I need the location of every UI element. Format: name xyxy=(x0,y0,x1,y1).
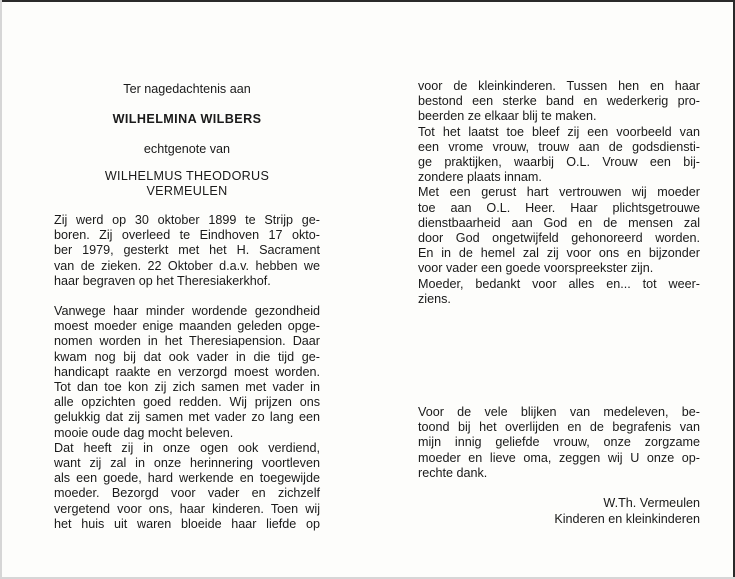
spouse-name-line: WILHELMUS THEODORUS xyxy=(104,169,270,183)
text-line: moeder. Bezorgd voor vader en zichzelf xyxy=(54,486,320,501)
text-line: Tot het laatst toe bleef zij een voorbeeld van xyxy=(418,124,700,139)
text-line: boren. Zij overleed te Eindhoven 17 okto- xyxy=(54,228,320,243)
text-line: voor vader een goede voorspreekster zijn. xyxy=(418,261,654,276)
text-line: want zij zal in onze herinnering voortleven xyxy=(54,456,320,471)
text-line: beerden ze elkaar blij te maken. xyxy=(418,109,597,124)
spouse-name-line: VERMEULEN xyxy=(146,184,228,198)
text-line: Tot dan toe kon zij zich samen met vader in xyxy=(54,380,320,395)
health-paragraph xyxy=(54,304,320,532)
text-line: moest moeder enige maanden geleden opge- xyxy=(54,319,320,334)
signature-block xyxy=(418,496,700,527)
card-edge-top xyxy=(0,0,735,2)
text-line: Zij werd op 30 oktober 1899 te Strijp ge- xyxy=(54,213,320,227)
text-line: handicapt raakte en verzorgd moest worden. xyxy=(54,364,320,379)
text-line: moeder en lieve oma, zeggen wij U onze op- xyxy=(418,450,700,465)
text-line: bestond een sterke band en wederkerig pro- xyxy=(418,94,700,109)
text-line: Moeder, bedankt voor alles en... tot weer- xyxy=(418,276,700,291)
text-line: En in de hemel zal zij voor ons en bijzonder xyxy=(418,246,700,261)
text-line: ge praktijken, waarbij O.L. Vrouw een bij- xyxy=(418,155,700,170)
text-line: mijn innig geliefde vrouw, onze zorgzame xyxy=(418,435,700,450)
spouse-name xyxy=(54,169,320,199)
signature-name: W.Th. Vermeulen xyxy=(603,496,700,510)
text-line: Vanwege haar minder wordende gezondheid xyxy=(54,304,320,318)
remembrance-paragraph xyxy=(418,79,700,307)
text-line: alle opzichten goed redden. Wij prijzen ons xyxy=(54,395,320,410)
text-line: een vrome vrouw, trouw aan de godsdiensti- xyxy=(418,139,700,154)
text-line: voor de kleinkinderen. Tussen hen en haar xyxy=(418,79,700,93)
signature-family: Kinderen en kleinkinderen xyxy=(554,511,700,526)
text-line: mooie oude dag mocht beleven. xyxy=(54,425,234,440)
text-line: gelukkig dat zij samen met vader zo lang een xyxy=(54,410,320,425)
text-line: nomen worden in het Theresiapension. Daar xyxy=(54,334,320,349)
text-line: kwam nog bij dat ook vader in die tijd ge- xyxy=(54,349,320,364)
text-line: vergetend voor ons, haar kinderen. Toen wij xyxy=(54,501,320,516)
text-line: toe aan O.L. Heer. Haar plichtsgetrouwe xyxy=(418,200,700,215)
text-line: Dat heeft zij in onze ogen ook verdiend, xyxy=(54,440,320,455)
relation-text: echtgenote van xyxy=(143,142,231,156)
biography-paragraph xyxy=(54,213,320,289)
text-line: rechte dank. xyxy=(418,465,488,480)
text-line: ziens. xyxy=(418,291,451,306)
text-line: zondere plaats innam. xyxy=(418,170,542,185)
text-line: van de zieken. 22 Oktober d.a.v. hebben we xyxy=(54,258,320,273)
thanks-paragraph xyxy=(418,405,700,481)
text-line: het huis uit waren bloeide haar liefde op xyxy=(54,516,320,531)
text-line: dienstbaarheid aan God en de mensen zal xyxy=(418,215,700,230)
text-line: haar begraven op het Theresiakerkhof. xyxy=(54,273,271,288)
deceased-name: WILHELMINA WILBERS xyxy=(112,112,262,126)
intro-text: Ter nagedachtenis aan xyxy=(123,82,251,96)
text-line: door God ongetwijfeld gehonoreerd worden. xyxy=(418,231,700,246)
text-line: Voor de vele blijken van medeleven, be- xyxy=(418,405,700,419)
text-line: Met een gerust hart vertrouwen wij moeder xyxy=(418,185,700,200)
text-line: ber 1979, gesterkt met het H. Sacrament xyxy=(54,243,320,258)
text-line: als een goede, hard werkende en toegewijde xyxy=(54,471,320,486)
card-edge-left xyxy=(0,0,2,579)
text-line: toond bij het overlijden en de begrafenis van xyxy=(418,420,700,435)
